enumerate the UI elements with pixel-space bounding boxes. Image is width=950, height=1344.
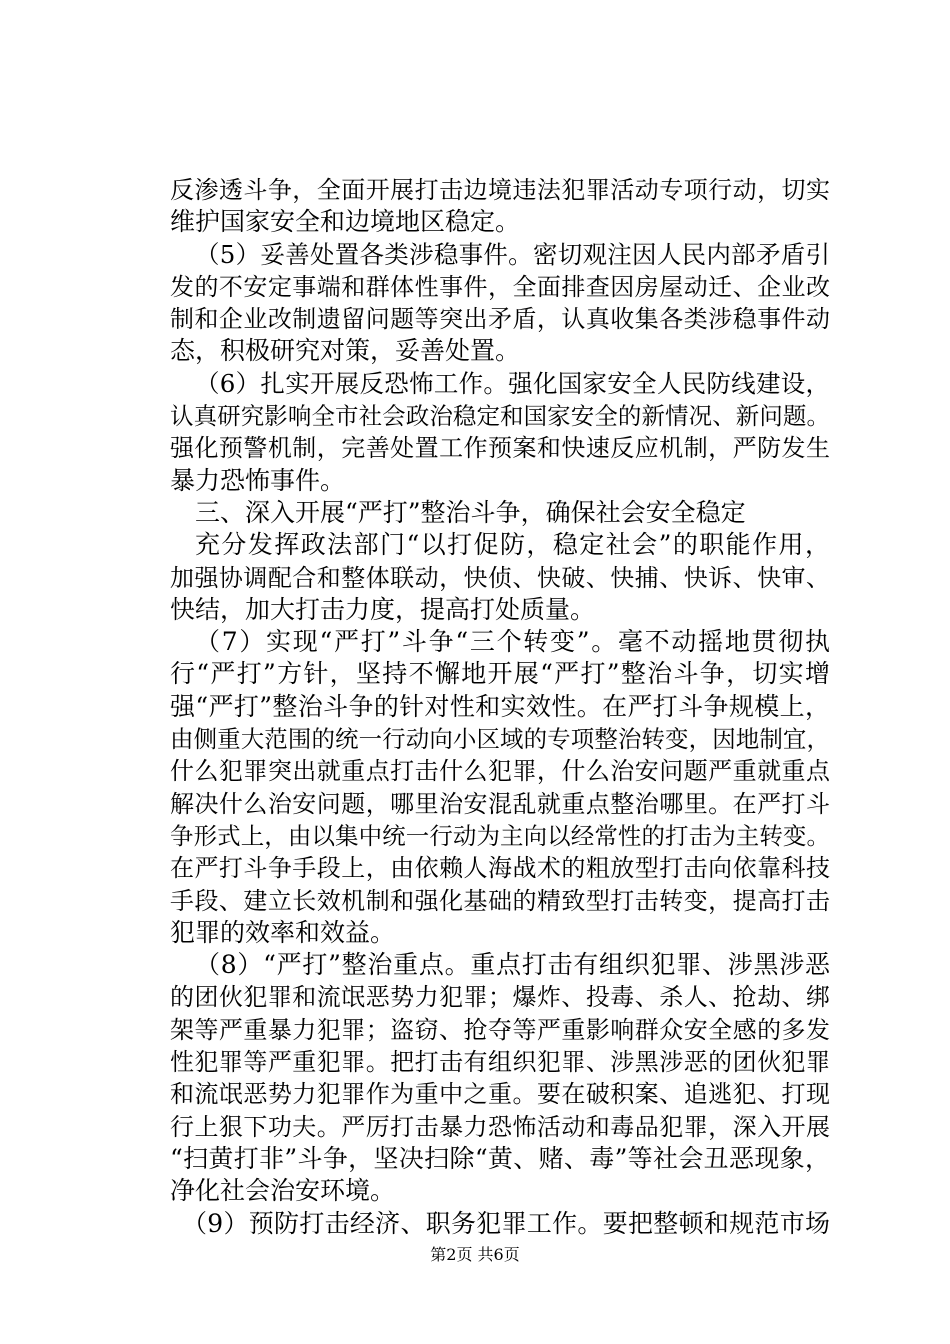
text-line: 反渗透斗争，全面开展打击边境违法犯罪活动专项行动，切实 <box>170 176 830 204</box>
text-line: 暴力恐怖事件。 <box>170 465 346 495</box>
text-line: （9）预防打击经济、职务犯罪工作。要把整顿和规范市场 <box>182 1208 830 1238</box>
text-line: 什么犯罪突出就重点打击什么犯罪，什么治安问题严重就重点 <box>170 757 830 786</box>
text-line: （6）扎实开展反恐怖工作。强化国家安全人民防线建设， <box>195 368 830 398</box>
text-line: 手段、建立长效机制和强化基础的精致型打击转变，提高打击 <box>170 886 830 915</box>
text-line: 行“严打”方针，坚持不懈地开展“严打”整治斗争，切实增 <box>170 659 830 689</box>
text-line: 加强协调配合和整体联动，快侦、快破、快捕、快诉、快审、 <box>170 563 830 592</box>
text-line: 和流氓恶势力犯罪作为重中之重。要在破积案、追逃犯、打现 <box>170 1080 830 1109</box>
text-line: “扫黄打非”斗争，坚决扫除“黄、赌、毒”等社会丑恶现象， <box>170 1143 830 1173</box>
text-line: （5）妥善处置各类涉稳事件。密切观注因人民内部矛盾引 <box>195 239 830 269</box>
text-line: 在严打斗争手段上，由依赖人海战术的粗放型打击向依靠科技 <box>170 854 830 883</box>
text-line: 由侧重大范围的统一行动向小区域的专项整治转变，因地制宜， <box>170 725 830 754</box>
text-line: 争形式上，由以集中统一行动为主向以经常性的打击为主转变。 <box>170 821 830 850</box>
section-heading: 三、深入开展“严打”整治斗争，确保社会安全稳定 <box>195 497 746 527</box>
text-line: 维护国家安全和边境地区稳定。 <box>170 207 521 237</box>
text-line: 的团伙犯罪和流氓恶势力犯罪；爆炸、投毒、杀人、抢劫、绑 <box>170 983 830 1012</box>
text-line: （7）实现“严打”斗争“三个转变”。毫不动摇地贯彻执 <box>195 627 830 657</box>
text-line: 发的不安定事端和群体性事件，全面排查因房屋动迁、企业改 <box>170 272 830 301</box>
page-number-footer: 第2页 共6页 <box>430 1245 520 1264</box>
text-line: 行上狠下功夫。严厉打击暴力恐怖活动和毒品犯罪，深入开展 <box>170 1112 830 1141</box>
text-line: 快结，加大打击力度，提高打处质量。 <box>170 594 596 624</box>
text-line: 犯罪的效率和效益。 <box>170 917 396 947</box>
text-line: 充分发挥政法部门“以打促防，稳定社会”的职能作用， <box>195 530 830 560</box>
body-text <box>170 174 830 1240</box>
text-line: 认真研究影响全市社会政治稳定和国家安全的新情况、新问题。 <box>170 402 830 431</box>
text-line: 解决什么治安问题，哪里治安混乱就重点整治哪里。在严打斗 <box>170 789 830 818</box>
text-line: 性犯罪等严重犯罪。把打击有组织犯罪、涉黑涉恶的团伙犯罪 <box>170 1048 830 1077</box>
text-line: 制和企业改制遗留问题等突出矛盾，认真收集各类涉稳事件动 <box>170 305 830 334</box>
text-line: （8）“严打”整治重点。重点打击有组织犯罪、涉黑涉恶 <box>195 950 830 980</box>
text-line: 强“严打”整治斗争的针对性和实效性。在严打斗争规模上， <box>170 691 830 721</box>
text-line: 强化预警机制，完善处置工作预案和快速反应机制，严防发生 <box>170 434 830 463</box>
text-line: 架等严重暴力犯罪；盗窃、抢夺等严重影响群众安全感的多发 <box>170 1015 830 1044</box>
text-line: 态，积极研究对策，妥善处置。 <box>170 336 521 366</box>
text-line: 净化社会治安环境。 <box>170 1176 396 1206</box>
